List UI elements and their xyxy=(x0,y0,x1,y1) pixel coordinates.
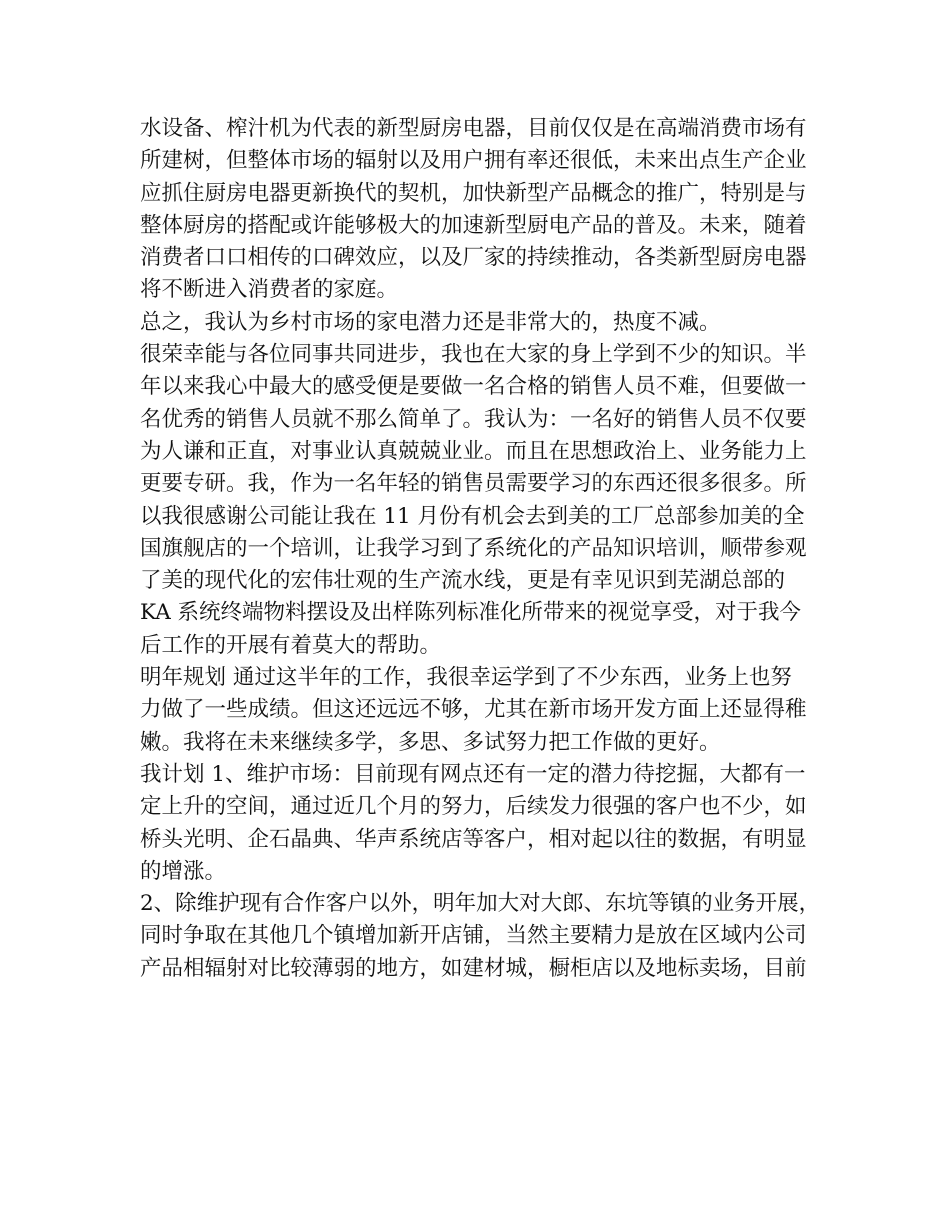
text-line: 定上升的空间，通过近几个月的努力，后续发力很强的客户也不少，如 xyxy=(140,794,807,820)
text-line: 力做了一些成绩。但这还远远不够，尤其在新市场开发方面上还显得稚 xyxy=(140,697,807,723)
text-line: 总之，我认为乡村市场的家电潜力还是非常大的，热度不减。 xyxy=(140,309,721,335)
text-line: 同时争取在其他几个镇增加新开店铺，当然主要精力是放在区域内公司 xyxy=(140,923,807,949)
text-line: KA 系统终端物料摆设及出样陈列标准化所带来的视觉享受，对于我今 xyxy=(140,600,802,626)
text-line: 国旗舰店的一个培训，让我学习到了系统化的产品知识培训，顺带参观 xyxy=(140,535,807,561)
text-line: 以我很感谢公司能让我在 11 月份有机会去到美的工厂总部参加美的全 xyxy=(140,503,805,529)
text-line: 应抓住厨房电器更新换代的契机，加快新型产品概念的推广，特别是与 xyxy=(140,180,807,206)
text-line: 将不断进入消费者的家庭。 xyxy=(140,277,399,303)
text-line: 为人谦和正直，对事业认真兢兢业业。而且在思想政治上、业务能力上 xyxy=(140,438,807,464)
text-line: 了美的现代化的宏伟壮观的生产流水线，更是有幸见识到芜湖总部的 xyxy=(140,568,786,594)
text-line: 明年规划 通过这半年的工作，我很幸运学到了不少东西，业务上也努 xyxy=(140,665,792,691)
body-text xyxy=(140,113,821,985)
text-line: 嫩。我将在未来继续多学，多思、多试努力把工作做的更好。 xyxy=(140,729,721,755)
text-line: 名优秀的销售人员就不那么简单了。我认为：一名好的销售人员不仅要 xyxy=(140,406,807,432)
text-line: 水设备、榨汁机为代表的新型厨房电器，目前仅仅是在高端消费市场有 xyxy=(140,116,807,141)
text-line: 的增涨。 xyxy=(140,858,227,884)
text-line: 后工作的开展有着莫大的帮助。 xyxy=(140,632,442,658)
text-line: 年以来我心中最大的感受便是要做一名合格的销售人员不难，但要做一 xyxy=(140,374,807,400)
text-line: 消费者口口相传的口碑效应，以及厂家的持续推动，各类新型厨房电器 xyxy=(140,245,807,271)
text-line: 产品相辐射对比较薄弱的地方，如建材城，橱柜店以及地标卖场，目前 xyxy=(140,955,807,981)
text-line: 我计划 1、维护市场：目前现有网点还有一定的潜力待挖掘，大都有一 xyxy=(140,761,806,787)
text-line: 桥头光明、企石晶典、华声系统店等客户，相对起以往的数据，有明显 xyxy=(140,826,807,852)
text-line: 更要专研。我，作为一名年轻的销售员需要学习的东西还很多很多。所 xyxy=(140,471,807,497)
text-line: 很荣幸能与各位同事共同进步，我也在大家的身上学到不少的知识。半 xyxy=(140,342,807,368)
text-line: 2、除维护现有合作客户以外，明年加大对大郎、东坑等镇的业务开展， xyxy=(140,891,821,917)
text-line: 整体厨房的搭配或许能够极大的加速新型厨电产品的普及。未来，随着 xyxy=(140,212,807,238)
text-line: 所建树，但整体市场的辐射以及用户拥有率还很低，未来出点生产企业 xyxy=(140,148,807,174)
